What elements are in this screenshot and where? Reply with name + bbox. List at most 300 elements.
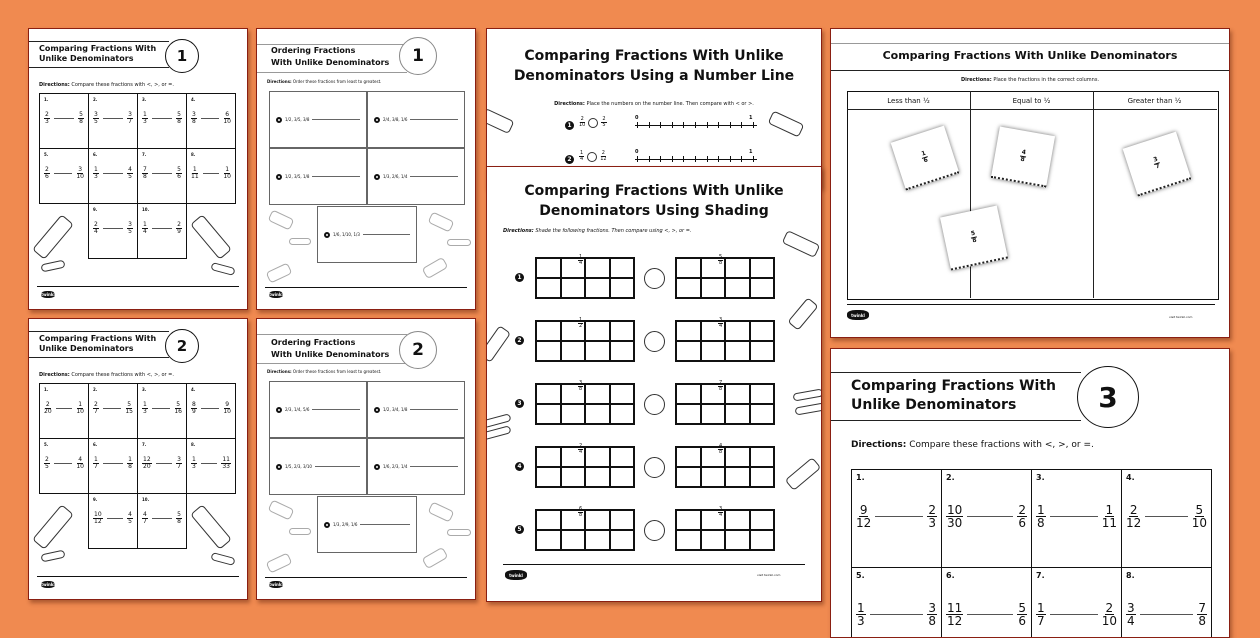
less-than-symbol-icon [266, 262, 293, 283]
answer-line[interactable] [312, 176, 360, 177]
answer-blank[interactable] [56, 408, 73, 409]
fraction-pair [1122, 504, 1211, 529]
fraction-list: 1/6, 1/10, 1/3 [333, 232, 360, 237]
footer-rule [847, 304, 1215, 305]
shading-grid[interactable] [675, 506, 775, 551]
answer-line[interactable] [360, 524, 410, 525]
problem-number: 10. [142, 207, 150, 212]
equals-symbol-icon [40, 260, 65, 273]
less-than-symbol-icon [422, 547, 449, 569]
fraction: $\frac{3}{4}$ [719, 506, 723, 518]
column-header-greater-than: Greater than ½ [1127, 97, 1182, 105]
answer-line[interactable] [312, 119, 360, 120]
fraction: $\frac{2}{5}$ [602, 116, 606, 128]
column-divider [970, 91, 971, 298]
worksheet-compare-1 [28, 28, 248, 310]
compare-circle[interactable] [588, 118, 598, 128]
problem-cell [137, 438, 187, 494]
equals-symbol-icon [210, 262, 235, 276]
problem-number: 3. [142, 387, 147, 392]
shading-grid[interactable] [535, 317, 635, 362]
fraction: $\frac{10}{12}$ [94, 511, 102, 525]
fraction: $\frac{2}{9}$ [177, 221, 181, 235]
equals-symbol-icon [447, 529, 471, 536]
fraction-pair [942, 504, 1031, 529]
fraction: $\frac{3}{8}$ [928, 601, 936, 628]
worksheet-title: Comparing Fractions With Unlike Denominators Using Shading [524, 183, 784, 220]
worksheet-title: Ordering Fractions With Unlike Denominators [271, 46, 390, 67]
fraction-pair [138, 402, 186, 415]
compare-circle[interactable] [644, 520, 665, 541]
fraction: $\frac{1}{3}$ [192, 456, 196, 470]
header-rule [29, 331, 169, 332]
problem-number: 9. [93, 497, 98, 502]
question-number-badge: 5 [515, 525, 524, 534]
directions-text: Directions: Compare these fractions with <, >, or =. [39, 372, 174, 378]
answer-blank[interactable] [54, 118, 74, 119]
header-rule [831, 70, 1229, 71]
twinkl-logo-icon: twinkl [41, 582, 55, 587]
fraction-pair [1122, 602, 1211, 627]
ordering-question-box [269, 438, 367, 495]
header-rule [257, 363, 407, 364]
fraction: $\frac{1}{3}$ [857, 601, 865, 628]
fraction-pair [40, 112, 88, 125]
question-number-badge: 3 [515, 399, 524, 408]
number-line-tick [741, 122, 742, 128]
fraction: $\frac{3}{8}$ [579, 380, 583, 392]
fraction: $\frac{1}{3}$ [94, 166, 98, 180]
column-header-less-than: Less than ½ [887, 97, 930, 105]
answer-blank[interactable] [967, 614, 1013, 615]
directions-text: Directions: Compare these fractions with <, >, or =. [851, 440, 1094, 450]
worksheet-ordering-1 [256, 28, 476, 310]
worksheet-number-line [486, 28, 822, 188]
answer-blank[interactable] [54, 463, 73, 464]
fraction-list: 1/2, 3/5, 1/8 [285, 174, 310, 179]
fraction: $\frac{3}{5}$ [94, 111, 98, 125]
fraction-compare [579, 151, 607, 162]
footer-rule [265, 287, 467, 288]
problem-cell [851, 567, 942, 638]
fraction-pair [187, 167, 235, 180]
fraction: $\frac{2}{3}$ [45, 111, 49, 125]
fraction: $\frac{2}{20}$ [44, 401, 52, 415]
worksheet-number-badge: 1 [165, 39, 199, 73]
answer-blank[interactable] [201, 408, 220, 409]
fraction-pair [138, 167, 186, 180]
fraction: $\frac{10}{30}$ [947, 503, 963, 530]
fraction: $\frac{5}{16}$ [174, 401, 182, 415]
answer-blank[interactable] [152, 118, 172, 119]
ordering-question-box [317, 206, 417, 263]
fraction-pair [89, 112, 137, 125]
greater-than-symbol-icon [768, 110, 805, 137]
answer-blank[interactable] [107, 518, 124, 519]
fraction-pair [89, 457, 137, 470]
greater-than-symbol-icon [268, 499, 295, 520]
question-number-icon [374, 117, 380, 123]
answer-blank[interactable] [203, 173, 220, 174]
shading-grid[interactable] [535, 506, 635, 551]
answer-blank[interactable] [156, 463, 173, 464]
fraction: $\frac{1}{8}$ [1037, 503, 1045, 530]
fraction: $\frac{4}{8}$ [719, 443, 723, 455]
directions-text: Directions: Compare these fractions with <, >, or =. [39, 82, 174, 88]
fraction-list: 2/3, 1/4, 5/6 [285, 407, 310, 412]
fraction: $\frac{5}{15}$ [125, 401, 133, 415]
number-line[interactable] [635, 125, 757, 126]
problem-number: 4. [1126, 473, 1135, 482]
answer-blank[interactable] [152, 408, 171, 409]
footer-url: visit twinkl.com [757, 573, 781, 577]
number-line-tick [730, 156, 731, 162]
header-rule [831, 372, 1081, 373]
problem-cell [851, 469, 942, 568]
answer-blank[interactable] [1050, 614, 1098, 615]
answer-blank[interactable] [103, 408, 122, 409]
compare-circle[interactable] [644, 331, 665, 352]
fraction-pair [942, 602, 1031, 627]
footer-rule [37, 576, 239, 577]
fraction: $\frac{3}{4}$ [1127, 601, 1135, 628]
ordering-question-box [367, 381, 465, 438]
fraction-list: 1/5, 2/3, 3/10 [285, 464, 312, 469]
fraction: $\frac{2}{6}$ [1018, 503, 1026, 530]
greater-than-symbol-icon [268, 209, 295, 230]
greater-than-symbol-icon [428, 211, 455, 232]
number-line-end: 1 [749, 115, 753, 121]
fraction-list: 2/4, 3/8, 1/6 [383, 117, 408, 122]
ordering-question-box [317, 496, 417, 553]
problem-number: 8. [191, 152, 196, 157]
sort-table [847, 91, 1219, 300]
fraction: $\frac{2}{4}$ [94, 221, 98, 235]
answer-line[interactable] [312, 409, 360, 410]
fraction: $\frac{2}{3}$ [928, 503, 936, 530]
fraction-pair [40, 402, 88, 415]
fraction-pair [138, 457, 186, 470]
problem-number: 8. [1126, 571, 1135, 580]
problem-number: 7. [1036, 571, 1045, 580]
fraction: $\frac{7}{8}$ [143, 166, 147, 180]
answer-blank[interactable] [1145, 516, 1187, 517]
fraction-list: 1/2, 3/5, 3/8 [285, 117, 310, 122]
header-rule [831, 43, 1229, 44]
greater-than-symbol-icon [190, 214, 232, 260]
problem-cell [88, 148, 138, 204]
fraction: $\frac{4}{5}$ [128, 511, 132, 525]
number-line-tick [695, 122, 696, 128]
number-line-tick [707, 156, 708, 162]
fraction: $\frac{4}{5}$ [128, 166, 132, 180]
fraction-pair [40, 167, 88, 180]
problem-number: 7. [142, 152, 147, 157]
problem-number: 5. [44, 152, 49, 157]
problem-number: 5. [44, 442, 49, 447]
number-line-tick [695, 156, 696, 162]
problem-cell [1121, 469, 1212, 568]
worksheet-title: Comparing Fractions With Unlike Denominators [39, 334, 157, 353]
answer-blank[interactable] [54, 173, 73, 174]
worksheet-number-badge: 1 [399, 37, 437, 75]
problem-number: 4. [191, 97, 196, 102]
question-number-icon [324, 232, 330, 238]
number-line-start: 0 [635, 149, 639, 155]
worksheet-title: Comparing Fractions With Unlike Denominators [39, 44, 157, 63]
equals-symbol-icon [289, 528, 311, 535]
twinkl-logo-icon: twinkl [269, 582, 283, 587]
number-line[interactable] [635, 159, 757, 160]
fraction: $\frac{1}{4}$ [579, 254, 583, 266]
fraction: $\frac{1}{7}$ [94, 456, 98, 470]
fraction-pair [187, 402, 235, 415]
problem-number: 10. [142, 497, 150, 502]
fraction-pair [40, 457, 88, 470]
fraction-card[interactable]: $\frac{5}{8}$ [940, 206, 1008, 271]
ordering-question-box [367, 148, 465, 205]
fraction-pair [138, 112, 186, 125]
question-number-icon [276, 407, 282, 413]
question-number-badge: 2 [515, 336, 524, 345]
question-number-icon [374, 174, 380, 180]
question-number-icon [276, 464, 282, 470]
ordering-question-box [269, 381, 367, 438]
problem-number: 7. [142, 442, 147, 447]
fraction: $\frac{1}{2}$ [579, 317, 583, 329]
problem-cell [88, 383, 138, 439]
answer-blank[interactable] [875, 516, 923, 517]
problem-number: 2. [946, 473, 955, 482]
question-number-icon [324, 522, 330, 528]
directions-text: Directions: Order these fractions from least to greatest. [267, 79, 382, 84]
fraction-pair [89, 167, 137, 180]
fraction: $\frac{1}{7}$ [1037, 601, 1045, 628]
question-number-badge: 2 [565, 155, 574, 164]
equals-symbol-icon [793, 388, 822, 401]
fraction: $\frac{1}{3}$ [143, 401, 147, 415]
greater-than-symbol-icon [787, 297, 818, 331]
problem-cell [137, 203, 187, 259]
problem-cell [39, 93, 89, 149]
footer-rule [37, 286, 239, 287]
problem-number: 2. [93, 97, 98, 102]
problem-cell [137, 93, 187, 149]
fraction: $\frac{4}{7}$ [143, 511, 147, 525]
less-than-symbol-icon [785, 457, 822, 491]
header-rule [29, 357, 169, 358]
fraction: $\frac{5}{8}$ [79, 111, 83, 125]
compare-circle[interactable] [644, 457, 665, 478]
problem-cell [941, 469, 1032, 568]
worksheet-column-sort [830, 28, 1230, 338]
greater-than-symbol-icon [486, 108, 514, 134]
fraction: $\frac{2}{5}$ [45, 456, 49, 470]
fraction-pair [187, 112, 235, 125]
problem-number: 1. [44, 387, 49, 392]
fraction: $\frac{12}{20}$ [143, 456, 151, 470]
header-rule [257, 334, 407, 335]
answer-blank[interactable] [152, 228, 172, 229]
problem-cell [137, 148, 187, 204]
answer-blank[interactable] [967, 516, 1013, 517]
directions-text: Directions: Shade the following fractions. Then compare using <, >, or =. [503, 228, 692, 234]
fraction-compare [579, 117, 607, 128]
fraction: $\frac{7}{8}$ [719, 380, 723, 392]
fraction: $\frac{7}{8}$ [1198, 601, 1206, 628]
problem-cell [1031, 469, 1122, 568]
answer-blank[interactable] [103, 228, 123, 229]
fraction-pair [89, 222, 137, 235]
fraction: $\frac{5}{8}$ [177, 511, 181, 525]
number-line-tick [753, 156, 754, 162]
answer-blank[interactable] [152, 518, 172, 519]
question-number-badge: 1 [515, 273, 524, 282]
fraction: $\frac{1}{8}$ [128, 456, 132, 470]
problem-cell [186, 93, 236, 149]
question-number-icon [276, 117, 282, 123]
answer-blank[interactable] [103, 463, 123, 464]
greater-than-symbol-icon [782, 230, 821, 258]
less-than-symbol-icon [486, 325, 511, 363]
problem-number: 6. [93, 442, 98, 447]
fraction: $\frac{1}{10}$ [223, 166, 231, 180]
number-line-tick [660, 156, 661, 162]
compare-circle[interactable] [644, 268, 665, 289]
answer-line[interactable] [363, 234, 410, 235]
answer-blank[interactable] [103, 173, 123, 174]
question-number-icon [276, 174, 282, 180]
problem-number: 8. [191, 442, 196, 447]
less-than-symbol-icon [32, 504, 74, 550]
answer-line[interactable] [410, 119, 458, 120]
twinkl-logo-icon: twinkl [41, 292, 55, 297]
shading-grid[interactable] [535, 443, 635, 488]
header-rule [29, 41, 169, 42]
fraction: $\frac{11}{12}$ [947, 601, 963, 628]
problem-cell [88, 93, 138, 149]
fraction-card[interactable]: $\frac{1}{6}$ [891, 126, 960, 191]
fraction: $\frac{5}{8}$ [719, 254, 723, 266]
shading-grid[interactable] [535, 254, 635, 299]
number-line-tick [753, 122, 754, 128]
fraction-card[interactable]: $\frac{4}{8}$ [991, 127, 1055, 188]
problem-cell [186, 438, 236, 494]
fraction: $\frac{2}{7}$ [94, 401, 98, 415]
worksheet-title: Comparing Fractions With Unlike Denominators [851, 378, 1057, 413]
answer-blank[interactable] [1050, 516, 1098, 517]
column-header-equal-to: Equal to ½ [1012, 97, 1051, 105]
shading-grid[interactable] [675, 443, 775, 488]
problem-cell [137, 493, 187, 549]
fraction: $\frac{6}{8}$ [579, 506, 583, 518]
fraction-pair [138, 222, 186, 235]
answer-blank[interactable] [201, 118, 220, 119]
fraction: $\frac{3}{4}$ [719, 317, 723, 329]
answer-blank[interactable] [201, 463, 218, 464]
shading-grid[interactable] [675, 317, 775, 362]
answer-line[interactable] [410, 176, 458, 177]
number-line-tick [660, 122, 661, 128]
fraction-pair [852, 504, 941, 529]
problem-number: 4. [191, 387, 196, 392]
less-than-symbol-icon [32, 214, 74, 260]
shading-grid[interactable] [675, 254, 775, 299]
number-line-tick [649, 122, 650, 128]
fraction-pair [89, 402, 137, 415]
compare-circle[interactable] [587, 152, 597, 162]
problem-number: 1. [44, 97, 49, 102]
problem-number: 3. [142, 97, 147, 102]
fraction: $\frac{6}{10}$ [223, 111, 231, 125]
fraction: $\frac{2}{10}$ [1101, 601, 1117, 628]
equals-symbol-icon [289, 238, 311, 245]
answer-blank[interactable] [1140, 614, 1194, 615]
equals-symbol-icon [40, 550, 65, 563]
answer-line[interactable] [410, 466, 458, 467]
number-line-tick [683, 156, 684, 162]
footer-rule [265, 577, 467, 578]
fraction-card[interactable]: $\frac{3}{7}$ [1123, 132, 1192, 197]
answer-line[interactable] [315, 466, 361, 467]
worksheet-title: Ordering Fractions With Unlike Denominators [271, 338, 390, 359]
fraction-list: 1/6, 2/3, 1/4 [383, 464, 408, 469]
worksheet-compare-3 [830, 348, 1230, 638]
fraction: $\frac{1}{4}$ [143, 221, 147, 235]
answer-blank[interactable] [103, 118, 123, 119]
problem-cell [39, 148, 89, 204]
fraction: $\frac{5}{6}$ [177, 166, 181, 180]
problem-number: 2. [93, 387, 98, 392]
compare-circle[interactable] [644, 394, 665, 415]
shading-grid[interactable] [675, 380, 775, 425]
fraction: $\frac{2}{12}$ [1126, 503, 1142, 530]
equals-symbol-icon [447, 239, 471, 246]
fraction-pair [138, 512, 186, 525]
problem-cell [39, 438, 89, 494]
equals-symbol-icon [795, 402, 822, 415]
fraction-pair [1032, 602, 1121, 627]
question-number-badge: 1 [565, 121, 574, 130]
fraction: $\frac{1}{11}$ [1101, 503, 1117, 530]
problem-number: 9. [93, 207, 98, 212]
fraction: $\frac{3}{5}$ [128, 221, 132, 235]
ordering-question-box [367, 91, 465, 148]
fraction-pair [89, 512, 137, 525]
answer-blank[interactable] [152, 173, 172, 174]
ordering-question-box [269, 148, 367, 205]
fraction-pair [187, 457, 235, 470]
fraction: $\frac{5}{6}$ [1018, 601, 1026, 628]
header-rule [29, 67, 169, 68]
number-line-tick [672, 122, 673, 128]
answer-line[interactable] [410, 409, 458, 410]
number-line-tick [718, 122, 719, 128]
number-line-tick [637, 156, 638, 162]
number-line-tick [672, 156, 673, 162]
answer-blank[interactable] [870, 614, 924, 615]
shading-grid[interactable] [535, 380, 635, 425]
fraction-list: 1/2, 3/4, 1/8 [383, 407, 408, 412]
directions-text: Directions: Place the fractions in the correct columns. [960, 77, 1100, 83]
fraction: $\frac{2}{10}$ [579, 116, 586, 128]
fraction: $\frac{2}{12}$ [600, 150, 607, 162]
header-rule [831, 420, 1081, 421]
worksheet-number-badge: 2 [165, 329, 199, 363]
worksheet-number-badge: 3 [1077, 366, 1139, 428]
table-header-rule [847, 109, 1217, 110]
less-than-symbol-icon [266, 552, 293, 573]
